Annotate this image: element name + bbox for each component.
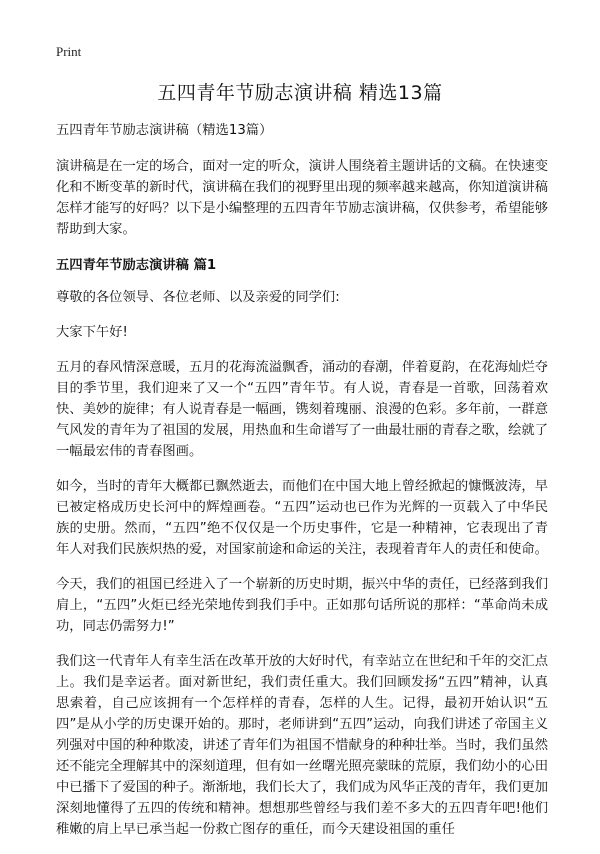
salutation-paragraph: 尊敬的各位领导、各位老师、以及亲爱的同学们:: [56, 290, 340, 305]
body-paragraph: 如今，当时的青年大概都已飘然逝去，而他们在中国大地上曾经掀起的慷慨波涛，早已被定格成历史长河中的辉煌画卷。“五四”运动也已作为光辉的一页载入了中华民族的史册。然而，“五四”绝不仅仅是一个历史事件，它是一种精神，它表现出了青年人对我们民族炽热的爱，对国家前途和命运的关注，表现着青年人的责任和使命。: [56, 479, 548, 557]
document-subtitle: 五四青年节励志演讲稿（精选13篇）: [56, 123, 273, 138]
body-paragraph: 今天，我们的祖国已经进入了一个崭新的历史时期，振兴中华的责任，已经落到我们肩上，“五四”火炬已经光荣地传到我们手中。正如那句话所说的那样：“革命尚未成功，同志仍需努力!”: [56, 577, 548, 634]
body-paragraph: 五月的春风情深意暖，五月的花海流溢飘香，涌动的春潮，伴着夏韵，在花海灿烂夺目的季节里，我们迎来了又一个“五四”青年节。有人说，青春是一首歌，回荡着欢快、美妙的旋律；有人说青春是一幅画，镌刻着瑰丽、浪漫的色彩。多年前，一群意气风发的青年为了祖国的发展，用热血和生命谱写了一曲最壮丽的青春之歌，绘就了一幅最宏伟的青春图画。: [56, 360, 548, 459]
body-paragraph: 我们这一代青年人有幸生活在改革开放的大好时代，有幸站立在世纪和千年的交汇点上。我们是幸运者。面对新世纪，我们责任重大。我们回顾发扬“五四”精神，认真思索着，自己应该拥有一个怎样样的青春，怎样的人生。记得，最初开始认识“五四”是从小学的历史课开始的。那时，老师讲到“五四”运动，向我们讲述了帝国主义列强对中国的种种欺凌，讲述了青年们为祖国不惜献身的种种壮举。当时，我们虽然还不能完全理解其中的深刻道理，但有如一丝曙光照亮蒙昧的荒原，我们幼小的心田中已播下了爱国的种子。渐渐地，我们长大了，我们成为风华正茂的青年，我们更加深刻地懂得了五四的传统和精神。想想那些曾经与我们差不多大的五四青年吧!他们稚嫩的肩上早已承当起一份救亡图存的重任，而今天建设祖国的重任: [56, 654, 548, 837]
intro-paragraph: 演讲稿是在一定的场合，面对一定的听众，演讲人围绕着主题讲话的文稿。在快速变化和不断变革的新时代，演讲稿在我们的视野里出现的频率越来越高，你知道演讲稿怎样才能写的好吗？以下是小编整理的五四青年节励志演讲稿，仅供参考，希望能够帮助到大家。: [56, 159, 548, 237]
section-heading: 五四青年节励志演讲稿 篇1: [56, 258, 217, 273]
document-title: 五四青年节励志演讲稿 精选13篇: [157, 82, 443, 104]
print-link[interactable]: Print: [56, 44, 82, 59]
document-body: [56, 120, 548, 854]
greeting-paragraph: 大家下午好!: [56, 325, 128, 340]
